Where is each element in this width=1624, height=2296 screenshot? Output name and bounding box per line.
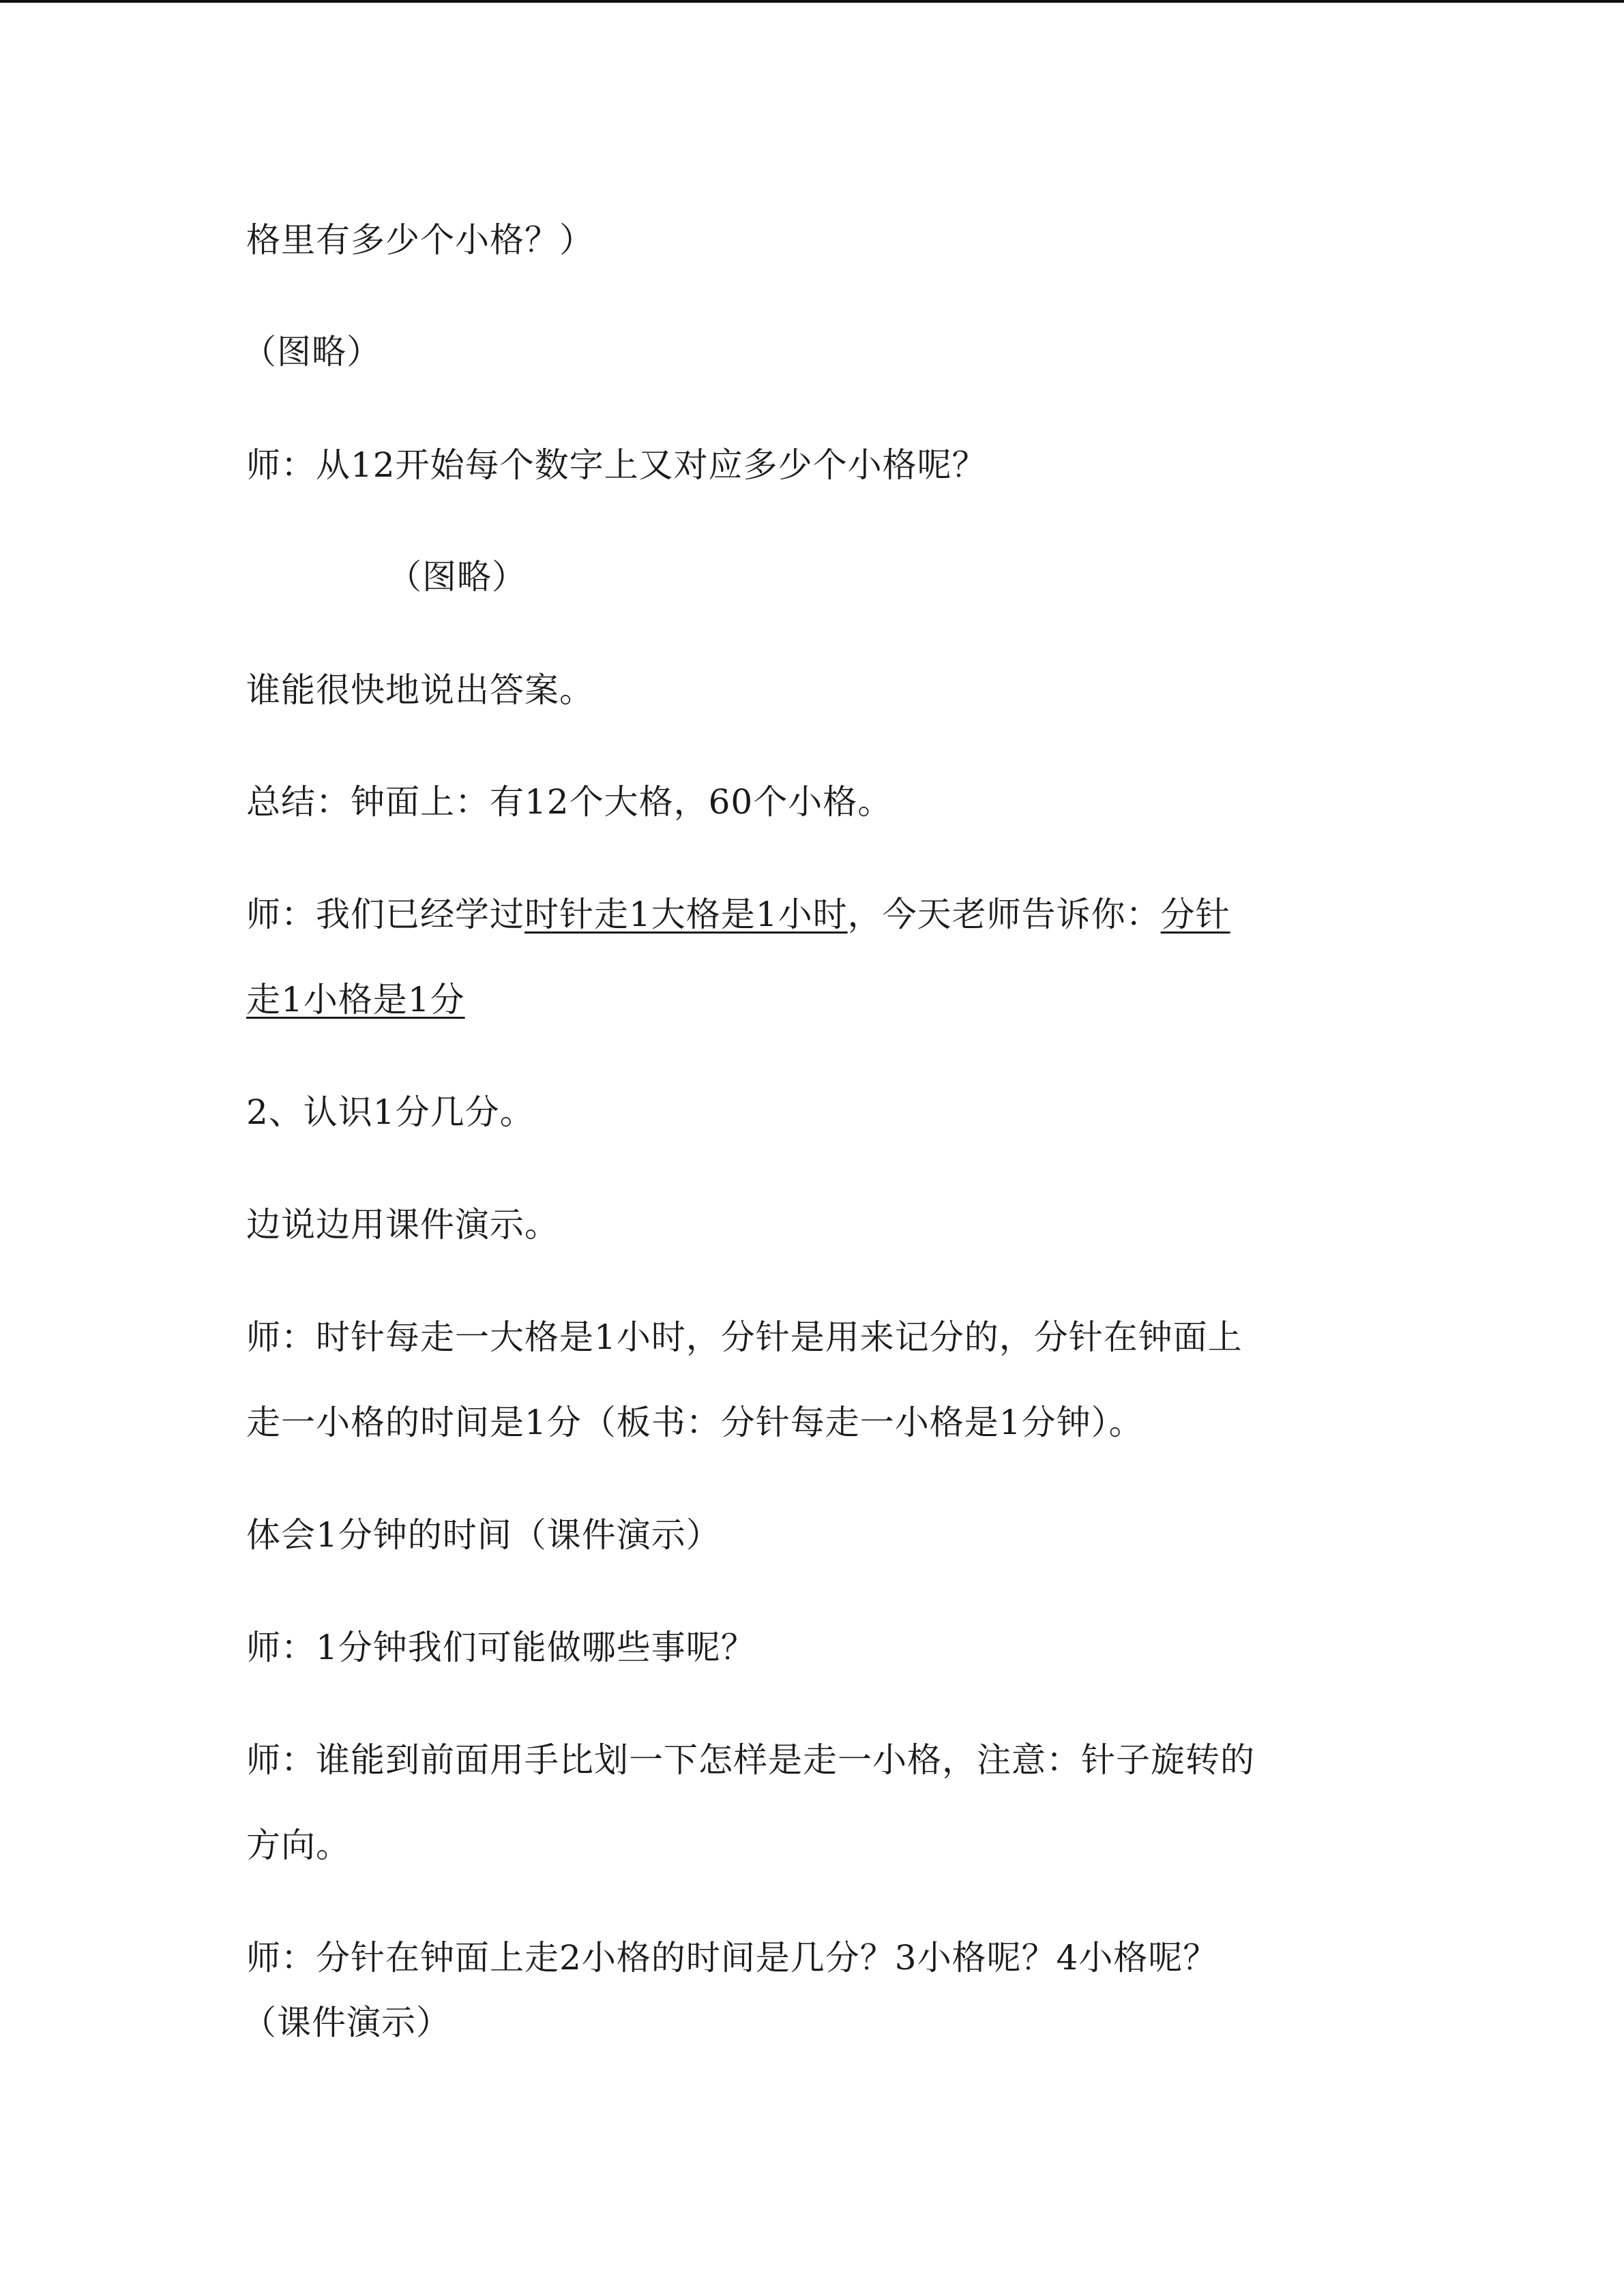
paragraph-demo-note-2: （课件演示） bbox=[242, 2003, 451, 2042]
paragraph-demo-note: 边说边用课件演示。 bbox=[246, 1205, 559, 1244]
section-heading-minutes: 2、认识1分几分。 bbox=[246, 1092, 535, 1132]
teacher-statement-prefix: 师：我们已经学过 bbox=[246, 895, 525, 934]
teacher-statement-middle: ，今天老师告诉你： bbox=[847, 895, 1161, 934]
paragraph-question-one-minute: 师：1分钟我们可能做哪些事呢？ bbox=[246, 1628, 756, 1667]
paragraph-minute-hand-line1: 师：时针每走一大格是1小时，分针是用来记分的，分针在钟面上 bbox=[246, 1317, 1243, 1357]
figure-omitted-note-2: （图略） bbox=[387, 557, 527, 597]
paragraph-minute-hand-line2: 走一小格的时间是1分（板书：分针每走一小格是1分钟）。 bbox=[246, 1403, 1144, 1442]
paragraph-gesture-line1: 师：谁能到前面用手比划一下怎样是走一小格，注意：针子旋转的 bbox=[246, 1740, 1255, 1780]
paragraph-teacher-statement-line2 bbox=[246, 979, 1406, 1020]
paragraph-teacher-statement-line1 bbox=[246, 894, 1406, 935]
paragraph-experience-one-minute: 体会1分钟的时间（课件演示） bbox=[246, 1515, 721, 1555]
underlined-minute-hand-rule-end: 走1小格是1分 bbox=[246, 980, 465, 1019]
paragraph-summary: 总结：钟面上：有12个大格，60个小格。 bbox=[246, 782, 893, 822]
paragraph-1: 格里有多少个小格？） bbox=[246, 220, 594, 260]
underlined-hour-hand-rule: 时针走1大格是1小时 bbox=[525, 895, 848, 934]
paragraph-gesture-line2: 方向。 bbox=[246, 1825, 351, 1865]
paragraph-question-12: 师：从12开始每个数字上又对应多少个小格呢？ bbox=[246, 445, 987, 485]
paragraph-question-small-ticks: 师：分针在钟面上走2小格的时间是几分？3小格呢？4小格呢？ bbox=[246, 1938, 1218, 1978]
underlined-minute-hand-rule-start: 分针 bbox=[1160, 895, 1230, 934]
paragraph-answer-prompt: 谁能很快地说出答案。 bbox=[246, 670, 594, 710]
figure-omitted-note-1: （图略） bbox=[242, 332, 381, 372]
